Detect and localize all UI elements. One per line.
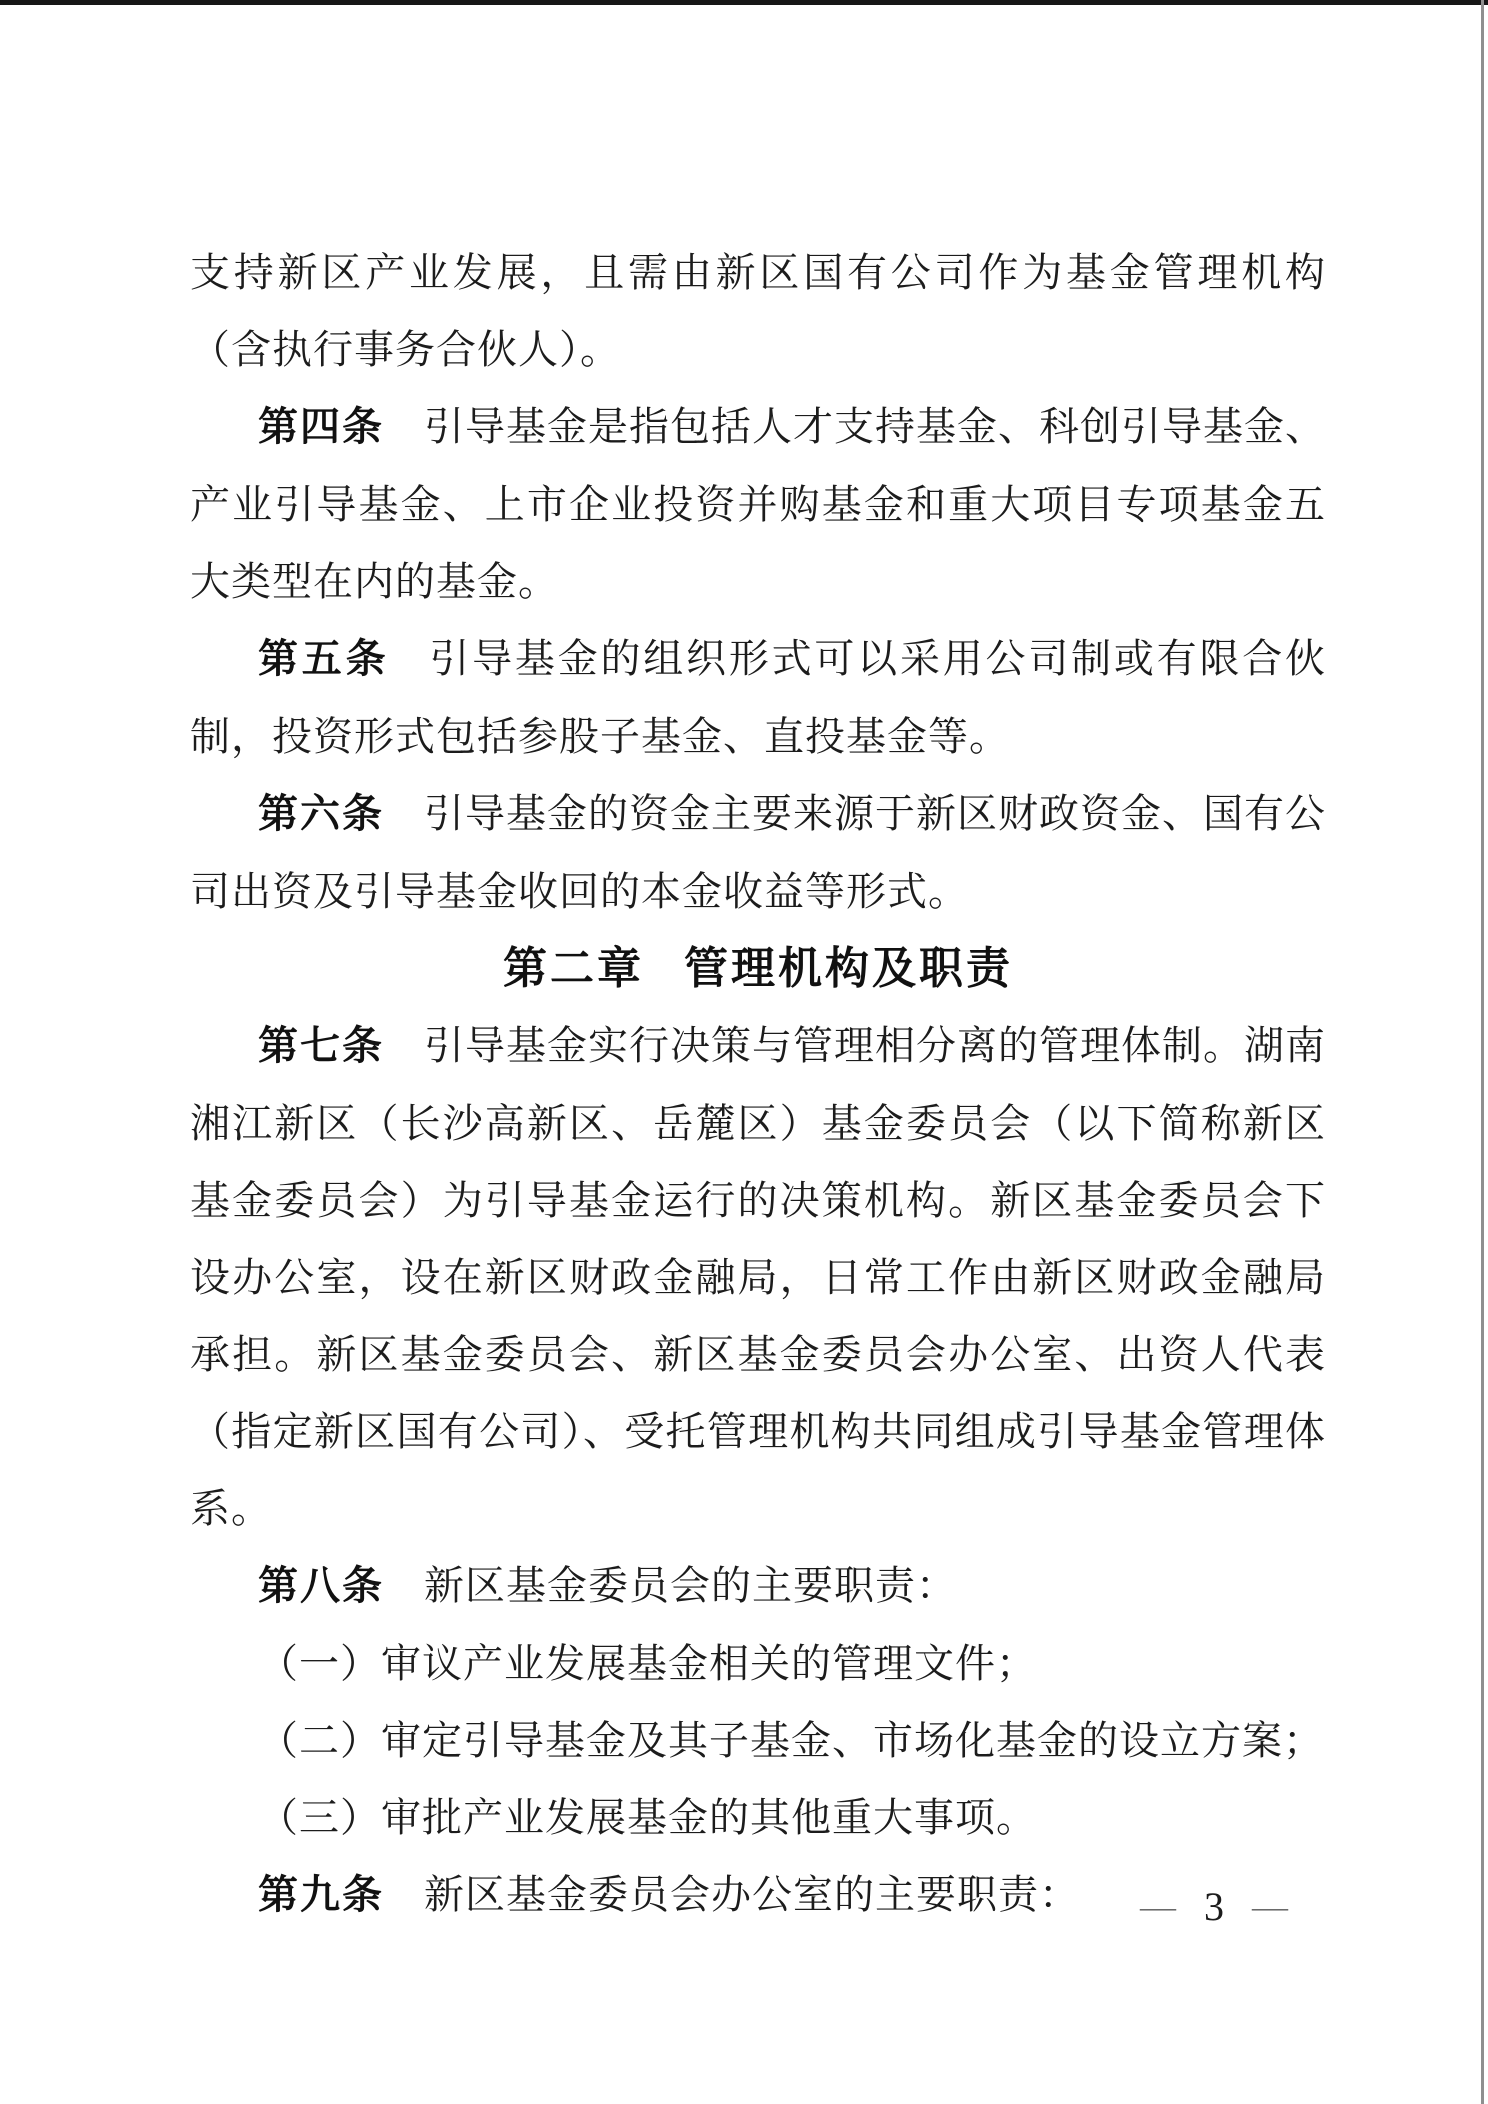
page-number: 3	[1204, 1884, 1224, 1929]
page-number-dash-right: —	[1252, 1891, 1288, 1923]
article-label-4: 第四条	[258, 405, 384, 449]
article-text-8: 新区基金委员会的主要职责：	[424, 1563, 957, 1608]
chapter-number: 第二章	[503, 944, 644, 993]
article-paragraph-4	[190, 388, 1326, 620]
article-text-4: 引导基金是指包括人才支持基金、科创引导基金、产业引导基金、上市企业投资并购基金和重大项目专项基金五大类型在内的基金。	[190, 404, 1326, 604]
list-item-2: （二）审定引导基金及其子基金、市场化基金的设立方案；	[258, 1718, 1324, 1763]
article-label-7: 第七条	[258, 1024, 384, 1068]
chapter-heading	[190, 930, 1326, 1007]
article-paragraph-7	[190, 1007, 1326, 1547]
scan-edge-right	[1481, 0, 1484, 2104]
article-paragraph-8	[190, 1547, 1326, 1625]
article-paragraph-6	[190, 775, 1326, 930]
chapter-title: 管理机构及职责	[684, 944, 1013, 993]
article-label-9: 第九条	[258, 1873, 384, 1917]
article-text-7: 引导基金实行决策与管理相分离的管理体制。湖南湘江新区（长沙高新区、岳麓区）基金委员会（以下简称新区基金委员会）为引导基金运行的决策机构。新区基金委员会下设办公室，设在新区财政金融局，日常工作由新区财政金融局承担。新区基金委员会、新区基金委员会办公室、出资人代表（指定新区国有公司）、受托管理机构共同组成引导基金管理体系。	[190, 1023, 1326, 1531]
list-item-1: （一）审议产业发展基金相关的管理文件；	[258, 1641, 1037, 1686]
article-text-6: 引导基金的资金主要来源于新区财政资金、国有公司出资及引导基金收回的本金收益等形式。	[190, 791, 1326, 914]
article-paragraph-5	[190, 620, 1326, 775]
list-item-3: （三）审批产业发展基金的其他重大事项。	[258, 1795, 1037, 1840]
continuation-paragraph: 支持新区产业发展，且需由新区国有公司作为基金管理机构（含执行事务合伙人）。	[190, 250, 1326, 372]
article-label-6: 第六条	[258, 792, 384, 836]
page-footer	[1140, 1885, 1288, 1929]
article-text-9: 新区基金委员会办公室的主要职责：	[424, 1872, 1080, 1917]
article-label-5: 第五条	[258, 637, 390, 681]
scan-edge-top	[0, 0, 1488, 5]
article-label-8: 第八条	[258, 1564, 384, 1608]
article-text-5: 引导基金的组织形式可以采用公司制或有限合伙制，投资形式包括参股子基金、直投基金等。	[190, 636, 1327, 759]
page-number-dash-left: —	[1140, 1891, 1176, 1923]
document-body	[190, 234, 1326, 1934]
